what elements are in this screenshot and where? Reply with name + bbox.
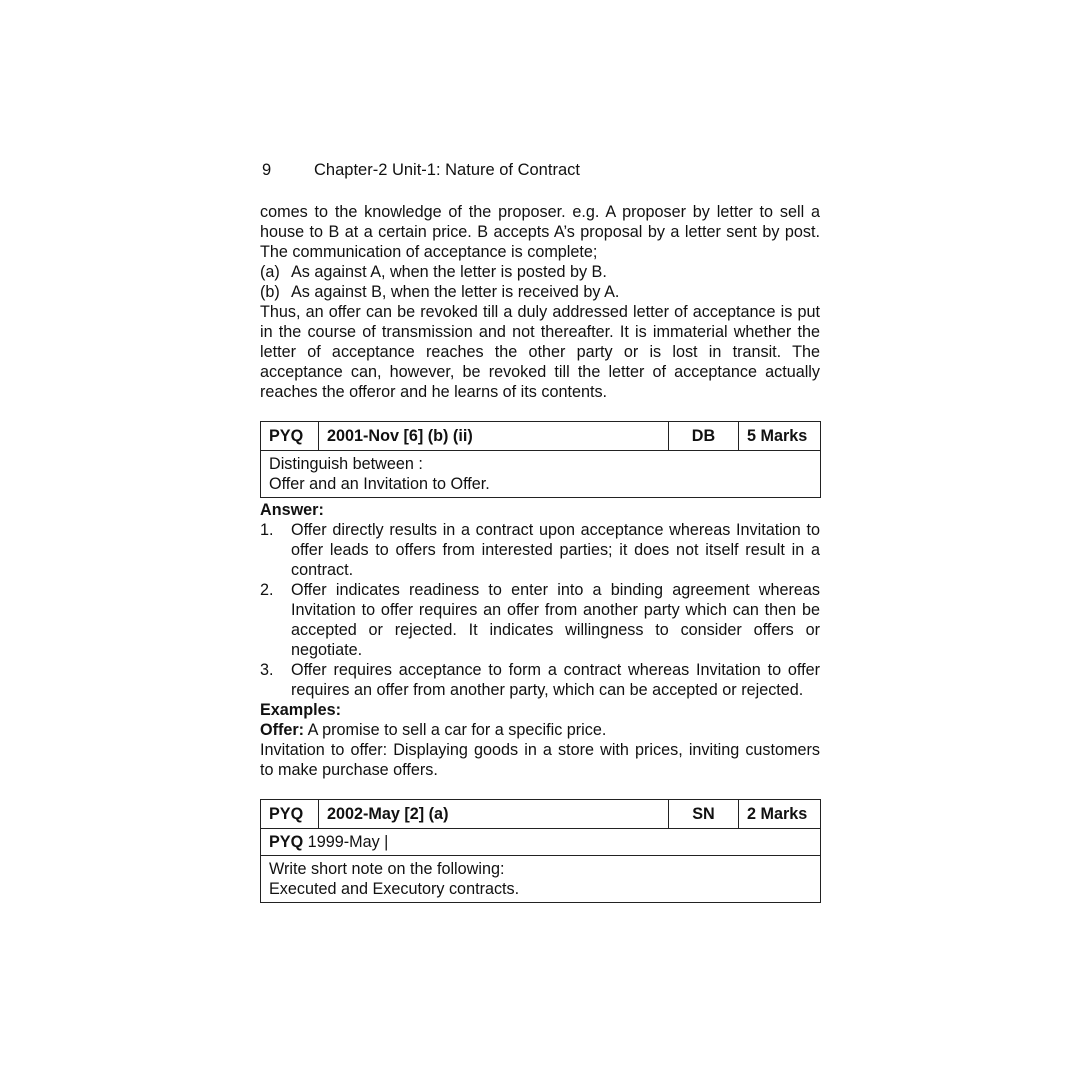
pyq-header-row — [261, 422, 821, 451]
question-line: Distinguish between : — [269, 455, 423, 473]
answer-point-text: Offer indicates readiness to enter into a binding agreement whereas Invitation to offer requires an offer from another party which can then be accepted or rejected. It indicates willingness to consider offers or negotiate. — [291, 581, 820, 659]
pyq-marks: 5 Marks — [739, 422, 821, 451]
list-item-text: As against A, when the letter is posted by B. — [291, 263, 607, 281]
list-item-text: As against B, when the letter is received by A. — [291, 283, 620, 301]
intro-paragraph: comes to the knowledge of the proposer. e.g. A proposer by letter to sell a house to B at a certain price. B accepts A’s proposal by a letter sent by post. The communication of acceptance is complete; — [260, 203, 820, 261]
pyq-marks: 2 Marks — [739, 800, 821, 829]
list-item — [260, 262, 820, 282]
chapter-title: Chapter-2 Unit-1: Nature of Contract — [314, 161, 580, 179]
pyq-question — [261, 451, 821, 498]
offer-example — [260, 720, 820, 740]
pyq-also — [261, 829, 821, 856]
pyq-table-1 — [260, 421, 821, 498]
examples-heading: Examples: — [260, 701, 341, 719]
answer-point-number: 2. — [260, 581, 274, 599]
also-pyq-label: PYQ — [269, 833, 304, 851]
pyq-label: PYQ — [261, 422, 319, 451]
list-item-label: (b) — [260, 283, 280, 301]
also-pyq-text: 1999-May | — [303, 833, 389, 851]
answer-point — [260, 580, 820, 660]
answer-point — [260, 520, 820, 580]
offer-label: Offer: — [260, 721, 305, 739]
pyq-question — [261, 856, 821, 903]
answer-point-number: 3. — [260, 661, 274, 679]
question-line: Write short note on the following: — [269, 860, 505, 878]
answer-point-number: 1. — [260, 521, 274, 539]
document-page — [260, 160, 820, 903]
pyq-question-row — [261, 451, 821, 498]
list-item — [260, 282, 820, 302]
page-header — [260, 160, 820, 180]
pyq-header-row — [261, 800, 821, 829]
question-line: Offer and an Invitation to Offer. — [269, 475, 490, 493]
pyq-code: 2001-Nov [6] (b) (ii) — [319, 422, 669, 451]
answer-point-text: Offer requires acceptance to form a contract whereas Invitation to offer requires an offer from another party, which can be accepted or rejected. — [291, 661, 820, 699]
answer-heading: Answer: — [260, 501, 324, 519]
invitation-example: Invitation to offer: Displaying goods in a store with prices, inviting customers to make purchase offers. — [260, 741, 820, 779]
pyq-type: DB — [669, 422, 739, 451]
closing-paragraph: Thus, an offer can be revoked till a duly addressed letter of acceptance is put in the course of transmission and not thereafter. It is immaterial whether the letter of acceptance reaches the other party or is lost in transit. The acceptance can, however, be revoked till the letter of acceptance actually reaches the offeror and he learns of its contents. — [260, 303, 820, 401]
pyq-type: SN — [669, 800, 739, 829]
page-number: 9 — [262, 161, 272, 179]
pyq-table-2 — [260, 799, 821, 903]
list-item-label: (a) — [260, 263, 280, 281]
pyq-also-row — [261, 829, 821, 856]
pyq-label: PYQ — [261, 800, 319, 829]
answer-point-text: Offer directly results in a contract upon acceptance whereas Invitation to offer leads to offers from interested parties; it does not itself result in a contract. — [291, 521, 820, 579]
question-line: Executed and Executory contracts. — [269, 880, 520, 898]
pyq-question-row — [261, 856, 821, 903]
answer-point — [260, 660, 820, 700]
pyq-code: 2002-May [2] (a) — [319, 800, 669, 829]
offer-text: A promise to sell a car for a specific price. — [304, 721, 607, 739]
